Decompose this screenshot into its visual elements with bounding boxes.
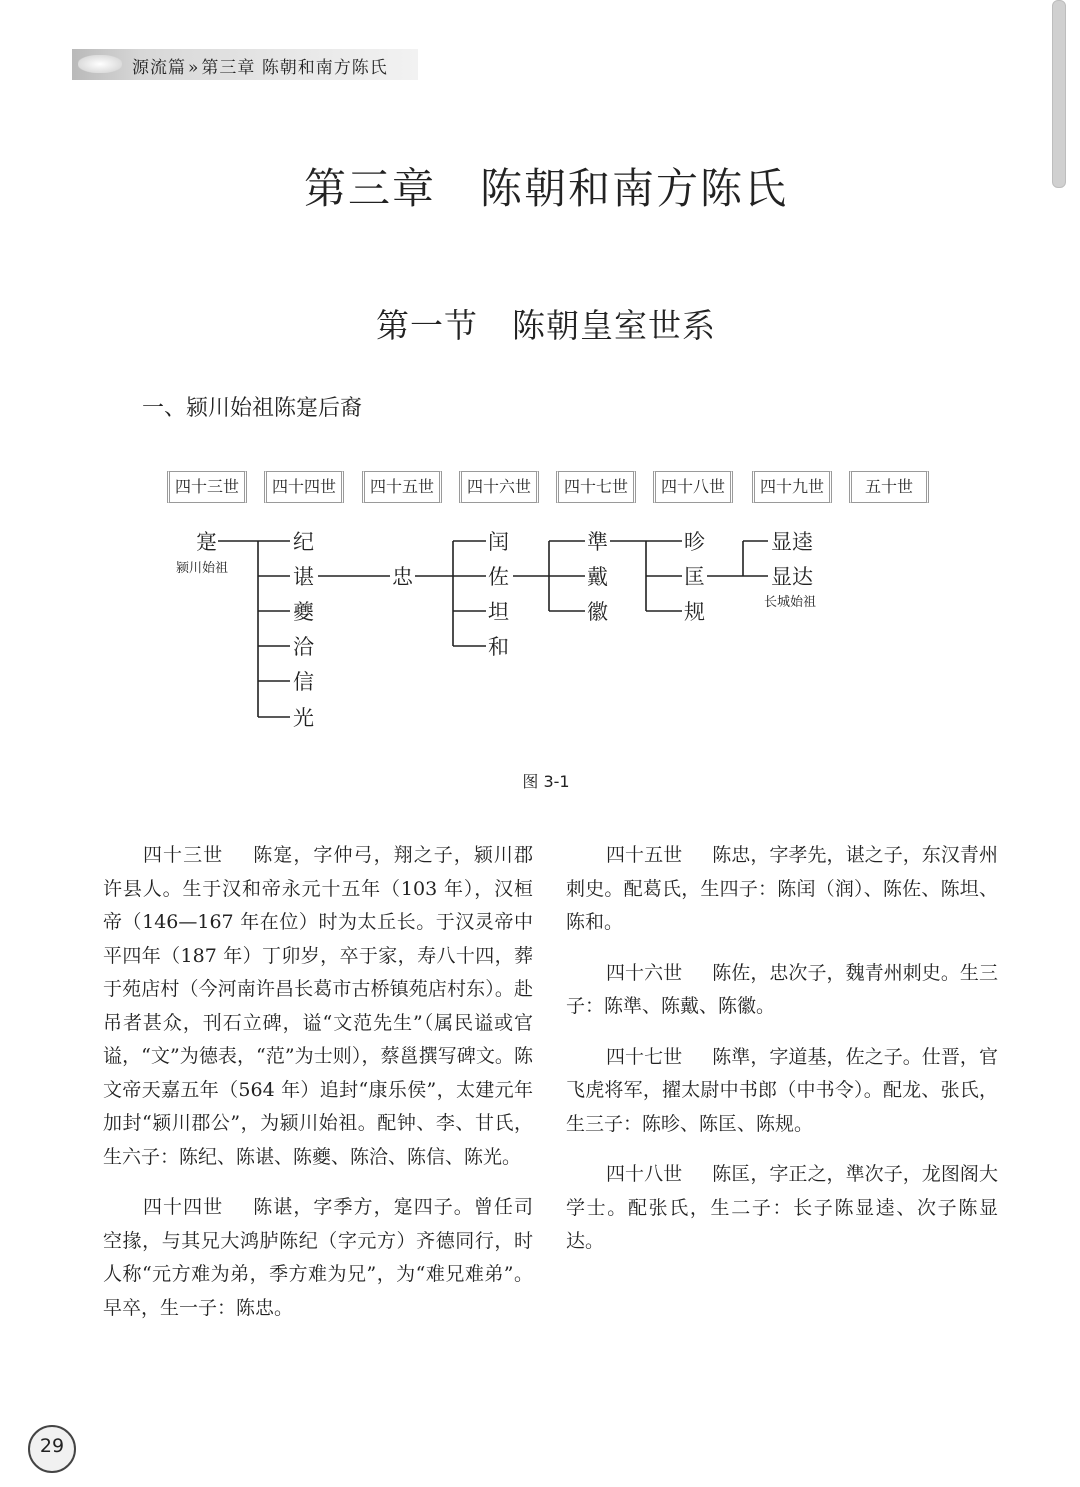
double-arrow-icon: » xyxy=(188,58,200,78)
tree-note-g43: 颍川始祖 xyxy=(176,561,229,576)
paragraph-generation-label: 四十六世 xyxy=(606,961,683,984)
running-header-chapter: 第三章 xyxy=(201,58,256,78)
paragraph-generation-label: 四十三世 xyxy=(143,844,224,866)
section-title: 第一节 陈朝皇室世系 xyxy=(376,306,716,345)
tree-node-g46: 佐 xyxy=(488,565,509,589)
tree-node-g45: 忠 xyxy=(392,565,413,589)
generation-header: 四十三世 xyxy=(167,471,247,503)
paragraph xyxy=(103,839,533,1174)
subsection-title: 一、颍川始祖陈寔后裔 xyxy=(142,396,363,421)
tree-node-g44: 夔 xyxy=(293,600,314,624)
text-column-right xyxy=(566,839,998,1276)
page-number-text: 29 xyxy=(39,1435,65,1457)
paragraph xyxy=(566,957,998,1024)
tree-node-g48: 昣 xyxy=(684,530,705,554)
chapter-title: 第三章 陈朝和南方陈氏 xyxy=(303,164,788,213)
paragraph xyxy=(566,1158,998,1259)
running-header-topic: 陈朝和南方陈氏 xyxy=(261,58,388,78)
paragraph-text: 陈佐，忠次子，魏青州刺史。生三子：陈準、陈戴、陈徽。 xyxy=(566,961,998,1017)
paragraph-text: 陈忠，字孝先，谌之子，东汉青州刺史。配葛氏，生四子：陈闰（润）、陈佐、陈坦、陈和。 xyxy=(566,844,998,933)
generation-header: 四十五世 xyxy=(362,471,442,503)
tree-node-g44: 信 xyxy=(293,670,314,694)
paragraph-text: 陈寔，字仲弓，翔之子，颍川郡许县人。生于汉和帝永元十五年（103 年），汉桓帝（146—167 年在位）时为太丘长。于汉灵帝中平四年（187 年）丁卯岁，卒于家，寿八十四，葬于苑店村（今河南许昌长葛市古桥镇苑店村东）。赴吊者甚众，刊石立碑，谥“文范先生”（属民谥或官谥，“文”为德表，“范”为士则），蔡邕撰写碑文。陈文帝天嘉五年（564 年）追封“康乐侯”，太建元年加封“颍川郡公”，为颍川始祖。配钟、李、甘氏，生六子：陈纪、陈谌、陈夔、陈洽、陈信、陈光。 xyxy=(103,844,533,1168)
running-header-part: 源流篇 xyxy=(132,58,186,78)
paragraph-generation-label: 四十八世 xyxy=(606,1163,683,1185)
generation-header: 四十七世 xyxy=(556,471,636,503)
generation-header: 四十九世 xyxy=(752,471,832,503)
tree-node-g47: 準 xyxy=(587,530,608,554)
tree-node-g46: 闰 xyxy=(488,530,509,554)
paragraph-generation-label: 四十七世 xyxy=(606,1045,683,1068)
tree-node-g44: 光 xyxy=(293,706,314,730)
tree-node-g47: 戴 xyxy=(587,565,608,589)
tree-node-g46: 坦 xyxy=(488,600,509,624)
generation-header: 五十世 xyxy=(849,471,929,503)
generation-header: 四十六世 xyxy=(459,471,539,503)
figure-caption: 图 3-1 xyxy=(522,772,570,791)
tree-node-g49: 显逵 xyxy=(771,530,813,554)
paragraph-text: 陈匡，字正之，準次子，龙图阁大学士。配张氏，生二子：长子陈显逵、次子陈显达。 xyxy=(566,1163,998,1252)
generation-header: 四十八世 xyxy=(653,471,733,503)
tree-node-g49: 显达 xyxy=(771,565,813,589)
tree-node-g44: 谌 xyxy=(293,565,314,589)
tree-node-g48: 规 xyxy=(684,600,705,624)
paragraph-generation-label: 四十五世 xyxy=(606,844,683,866)
tree-node-g44: 纪 xyxy=(293,530,314,554)
paragraph-text: 陈谌，字季方，寔四子。曾任司空掾，与其兄大鸿胪陈纪（字元方）齐德同行，时人称“元方难为弟，季方难为兄”，为“难兄难弟”。早卒，生一子：陈忠。 xyxy=(103,1196,533,1319)
paragraph-text: 陈準，字道基，佐之子。仕晋，官飞虎将军，擢太尉中书郎（中书令）。配龙、张氏，生三子：陈昣、陈匡、陈规。 xyxy=(566,1045,998,1135)
tree-node-g47: 徽 xyxy=(587,600,608,624)
paragraph xyxy=(566,839,998,940)
tree-node-g44: 洽 xyxy=(293,635,314,659)
text-column-left xyxy=(103,839,533,1342)
paragraph-generation-label: 四十四世 xyxy=(143,1196,224,1218)
page-number xyxy=(28,1425,74,1471)
tree-node-g48: 匡 xyxy=(684,565,705,589)
generation-header: 四十四世 xyxy=(264,471,344,503)
tree-node-g43: 寔 xyxy=(196,530,217,554)
paragraph xyxy=(103,1191,533,1325)
tree-node-g46: 和 xyxy=(488,635,509,659)
tree-note-g49: 长城始祖 xyxy=(764,595,817,610)
paragraph xyxy=(566,1041,998,1142)
